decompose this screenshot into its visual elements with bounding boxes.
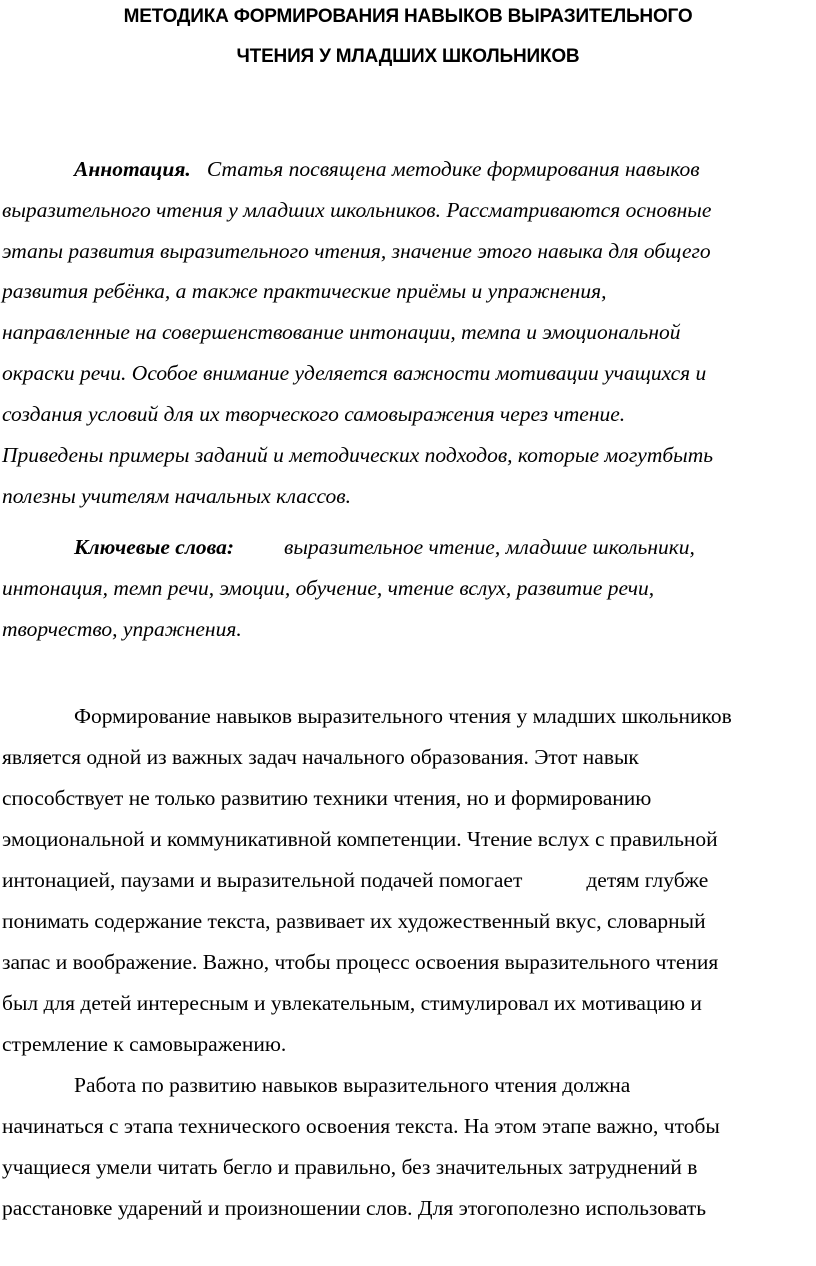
keywords-label: Ключевые слова:: [74, 535, 234, 559]
abstract-text-line: полезны учителям начальных классов.: [2, 484, 351, 508]
keywords-text-line: интонация, темп речи, эмоции, обучение, чтение вслух, развитие речи,: [2, 576, 655, 600]
abstract-text-line: этапы развития выразительного чтения, значение этого навыка для общего: [2, 239, 711, 263]
body-line: является одной из важных задач начального образования. Этот навык: [2, 745, 639, 769]
body-line: начинаться с этапа технического освоения текста. На этом этапе важно, чтобы: [2, 1114, 720, 1138]
abstract-first-line: [74, 154, 700, 184]
body-line-part: детям глубже: [586, 868, 709, 892]
abstract-text-line: выразительного чтения у младших школьников. Рассматриваются основные: [2, 198, 712, 222]
body-line: запас и воображение. Важно, чтобы процесс освоения выразительного чтения: [2, 950, 719, 974]
abstract-label: Аннотация.: [74, 157, 191, 181]
body-line: эмоциональной и коммуникативной компетенции. Чтение вслух с правильной: [2, 827, 718, 851]
body-line: был для детей интересным и увлекательным, стимулировал их мотивацию и: [2, 991, 702, 1015]
abstract-text-line: окраски речи. Особое внимание уделяется важности мотивации учащихся и: [2, 361, 707, 385]
body-line-part: интонацией, паузами и выразительной подачей помогает: [2, 868, 523, 892]
body-line: понимать содержание текста, развивает их художественный вкус, словарный: [2, 909, 706, 933]
keywords-first-line: [74, 532, 695, 562]
abstract-text-line: Статья посвящена методике формирования навыков: [206, 157, 700, 181]
abstract-text-line: Приведены примеры заданий и методических подходов, которые могутбыть: [2, 443, 714, 467]
keywords-text-line: выразительное чтение, младшие школьники,: [284, 535, 695, 559]
body-line: расстановке ударений и произношении слов. Для этогополезно использовать: [2, 1196, 707, 1220]
body-line-split: [2, 865, 708, 895]
abstract-text-line: создания условий для их творческого самовыражения через чтение.: [2, 402, 626, 426]
body-line: способствует не только развитию техники чтения, но и формированию: [2, 786, 652, 810]
title-line-1: МЕТОДИКА ФОРМИРОВАНИЯ НАВЫКОВ ВЫРАЗИТЕЛЬНОГО: [123, 6, 693, 27]
body-line: Работа по развитию навыков выразительного чтения должна: [74, 1073, 631, 1097]
abstract-text-line: направленные на совершенствование интонации, темпа и эмоциональной: [2, 320, 681, 344]
body-line: Формирование навыков выразительного чтения у младших школьников: [74, 704, 732, 728]
body-line: учащиеся умели читать бегло и правильно, без значительных затруднений в: [2, 1155, 698, 1179]
abstract-text-line: развития ребёнка, а также практические приёмы и упражнения,: [2, 279, 607, 303]
title-line-2: ЧТЕНИЯ У МЛАДШИХ ШКОЛЬНИКОВ: [236, 46, 580, 67]
body-line: стремление к самовыражению.: [2, 1032, 287, 1056]
keywords-text-line: творчество, упражнения.: [2, 617, 242, 641]
